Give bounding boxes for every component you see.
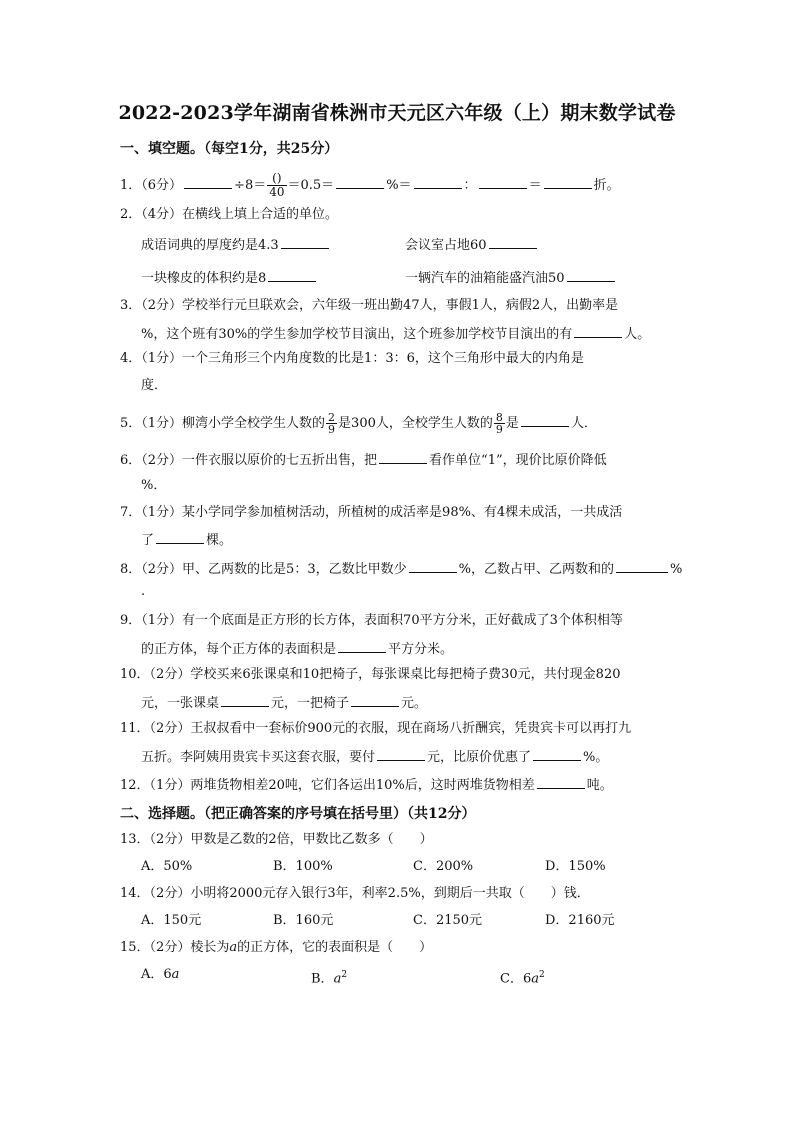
blank[interactable] [409,559,457,573]
blank[interactable] [537,775,585,789]
option-b[interactable]: B．$a^2$ [311,970,348,987]
option-b[interactable]: B．160元 [273,913,334,928]
blank[interactable] [544,175,592,189]
option-c[interactable]: C．200% [413,859,474,874]
blank[interactable] [479,175,527,189]
blank[interactable] [268,268,316,282]
question-4-cont: 度． [141,378,168,393]
question-3: 3．（2分）学校举行元旦联欢会，六年级一班出勤47人，事假1人，病假2人，出勤率是 [120,298,619,313]
question-2-item: 会议室占地60 [405,235,539,255]
question-7-cont: 了 棵。 [141,530,232,550]
question-10-cont: 元，一张课桌 元，一把椅子 元。 [141,693,427,713]
blank[interactable] [156,530,204,544]
question-9: 9．（1分）有一个底面是正方形的长方体，表面积70平方分米，正好截成了3个体积相等 [120,613,623,628]
blank[interactable] [489,235,537,249]
question-15: 15．（2分）棱长为a的正方体，它的表面积是（ ） [120,940,433,955]
question-14: 14．（2分）小明将2000元存入银行3年，利率2.5%，到期后一共取（ ）钱． [120,886,590,901]
blank[interactable] [336,175,384,189]
option-d[interactable]: D．150% [545,859,606,874]
fraction: $\frac{2}{9}$ [328,411,336,436]
blank[interactable] [521,413,569,427]
question-2-item: 一辆汽车的油箱能盛汽油50 [405,268,617,288]
blank[interactable] [567,268,615,282]
question-2-item: 成语词典的厚度约是4.3 [141,235,331,255]
blank[interactable] [281,235,329,249]
option-c[interactable]: C．$6a^2$ [500,970,545,987]
question-13: 13．（2分）甲数是乙数的2倍，甲数比乙数多（ ） [120,832,433,847]
question-7: 7．（1分）某小学同学参加植树活动，所植树的成活率是98%、有4棵未成活，一共成活 [120,505,623,520]
option-b[interactable]: B．100% [273,859,333,874]
blank[interactable] [616,559,668,573]
question-2: 2．（4分）在横线上填上合适的单位。 [120,207,339,222]
question-12: 12．（1分）两堆货物相差20吨，它们各运出10%后，这时两堆货物相差 吨。 [120,775,680,795]
page-title: 2022-2023学年湖南省株洲市天元区六年级（上）期末数学试卷 [118,102,676,124]
blank[interactable] [338,639,386,653]
blank[interactable] [533,747,581,761]
fraction: $\frac{8}{9}$ [495,411,503,436]
question-6-cont: %． [141,478,167,493]
option-d[interactable]: D．2160元 [545,913,615,928]
question-4: 4．（1分）一个三角形三个内角度数的比是1：3：6，这个三角形中最大的内角是 [120,351,584,366]
question-8: 8．（2分）甲、乙两数的比是5：3，乙数比甲数少 %，乙数占甲、乙两数和的 % [120,559,680,579]
question-1: 1．（6分） ÷8＝ $\frac{()}{40}$ ＝0.5＝ %＝ ： ＝ 折。 [120,171,620,199]
blank[interactable] [379,450,427,464]
question-3-cont: %，这个班有30%的学生参加学校节目演出，这个班参加学校节目演出的有 人。 [141,324,650,344]
question-10: 10．（2分）学校买来6张课桌和10把椅子，每张课桌比每把椅子费30元，共付现金820 [120,667,621,682]
section-choice-heading: 二、选择题。（把正确答案的序号填在括号里）（共12分） [120,806,476,822]
question-11: 11．（2分）王叔叔看中一套标价900元的衣服，现在商场八折酬宾，凭贵宾卡可以再打九 [120,721,632,736]
blank[interactable] [414,175,462,189]
blank[interactable] [351,693,399,707]
option-a[interactable]: A．50% [141,859,193,874]
question-6: 6．（2分）一件衣服以原价的七五折出售，把 看作单位“1”，现价比原价降低 [120,450,680,470]
question-11-cont: 五折。李阿姨用贵宾卡买这套衣服，要付 元，比原价优惠了 %。 [141,747,608,767]
blank[interactable] [574,324,622,338]
section-fill-blank-heading: 一、填空题。（每空1分，共25分） [120,141,339,157]
question-9-cont: 的正方体，每个正方体的表面积是 平方分米。 [141,639,453,659]
fraction: $\frac{()}{40}$ [269,171,285,199]
blank[interactable] [221,693,269,707]
question-8-cont: . [141,584,146,599]
option-a[interactable]: A．150元 [141,913,202,928]
question-2-item: 一块橡皮的体积约是8 [141,268,318,288]
option-a[interactable]: A．6a [141,967,180,982]
blank[interactable] [377,747,425,761]
question-5: 5．（1分）柳湾小学全校学生人数的 $\frac{2}{9}$ 是300人，全校学生人数的 $\frac{8}{9}$ 是 人． [120,411,597,436]
blank[interactable] [184,175,232,189]
option-c[interactable]: C．2150元 [413,913,483,928]
